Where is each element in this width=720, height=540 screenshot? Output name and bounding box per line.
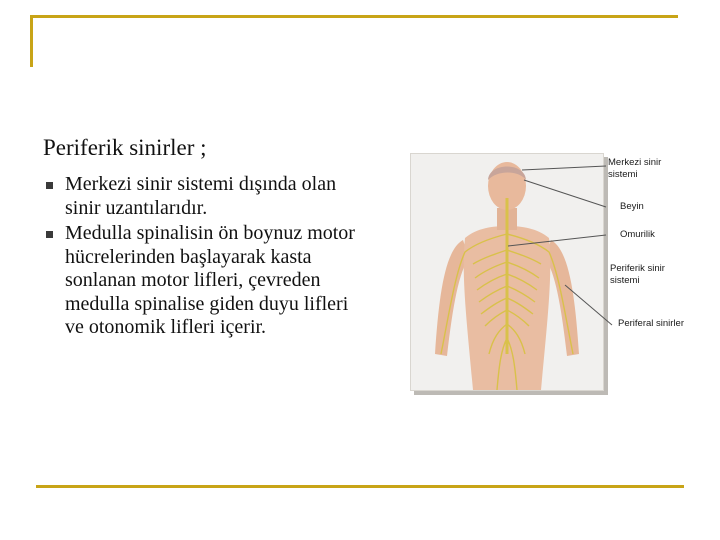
- label-brain: Beyin: [620, 201, 644, 212]
- slide-heading: Periferik sinirler ;: [43, 135, 207, 160]
- label-pns: Periferik sinir sistemi: [610, 263, 665, 286]
- bullet-text: Medulla spinalisin ön boynuz motor hücrelerinden başlayarak kasta sonlanan motor lifleri, çevreden medulla spinalise giden duyu lifleri ve otonomik lifleri içerir.: [65, 222, 355, 338]
- callout-line-peripheral-nerves: [565, 285, 612, 325]
- bullet-text: Merkezi sinir sistemi dışında olan sinir uzantılarıdır.: [65, 173, 337, 219]
- label-peripheral-nerves: Periferal sinirler: [618, 318, 684, 329]
- label-cns: Merkezi sinir sistemi: [608, 157, 662, 180]
- callout-line-spinal-cord: [508, 235, 606, 246]
- callout-line-brain: [524, 180, 606, 207]
- label-spinal-cord: Omurilik: [620, 229, 655, 240]
- callout-line-cns: [522, 166, 606, 170]
